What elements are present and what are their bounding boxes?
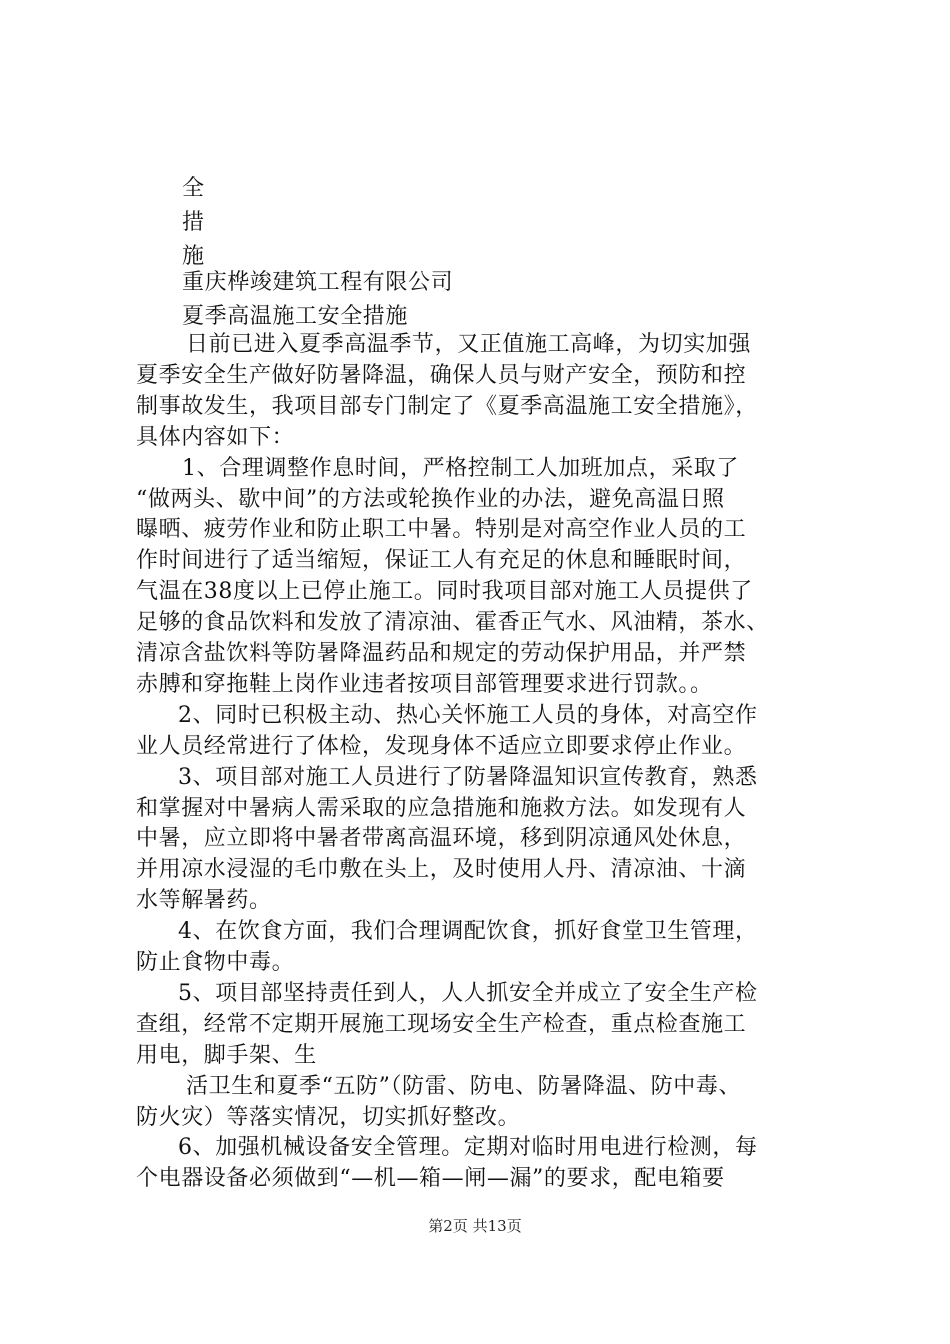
text-line: 措 xyxy=(182,210,205,235)
text-line: 3、项目部对施工人员进行了防暑降温知识宣传教育，熟悉 xyxy=(178,765,758,790)
text-line: 夏季安全生产做好防暑降温，确保人员与财产安全，预防和控 xyxy=(136,363,747,388)
text-line: 6、加强机械设备安全管理。定期对临时用电进行检测，每 xyxy=(178,1135,758,1160)
text-line: 和掌握对中暑病人需采取的应急措施和施救方法。如发现有人 xyxy=(136,796,747,821)
text-line: 赤膊和穿拖鞋上岗作业违者按项目部管理要求进行罚款。。 xyxy=(136,672,713,697)
text-line: 制事故发生，我项目部专门制定了《夏季高温施工安全措施》， xyxy=(136,394,758,419)
text-line: 防止食物中毒。 xyxy=(136,950,295,975)
text-line: 个电器设备必须做到“—机—箱—闸—漏”的要求，配电箱要 xyxy=(136,1166,725,1191)
text-line: 具体内容如下： xyxy=(136,425,295,450)
text-line: 活卫生和夏季“五防”（防雷、防电、防暑降温、防中毒、 xyxy=(186,1074,742,1099)
text-line: 清凉含盐饮料等防暑降温药品和规定的劳动保护用品，并严禁 xyxy=(136,641,747,666)
page-number: 第2页 共13页 xyxy=(428,1217,522,1235)
text-line: 用电，脚手架、生 xyxy=(136,1043,317,1068)
document-title: 夏季高温施工安全措施 xyxy=(182,304,409,329)
text-line: 防火灾）等落实情况，切实抓好整改。 xyxy=(136,1105,521,1130)
text-line: 查组，经常不定期开展施工现场安全生产检查，重点检查施工 xyxy=(136,1012,747,1037)
text-line: 足够的食品饮料和发放了清凉油、霍香正气水、风油精，茶水、 xyxy=(136,610,769,635)
text-line: 并用凉水浸湿的毛巾敷在头上，及时使用人丹、清凉油、十滴 xyxy=(136,857,747,882)
text-line: 水等解暑药。 xyxy=(136,888,272,913)
text-line: 2、同时已积极主动、热心关怀施工人员的身体，对高空作 xyxy=(178,703,758,728)
text-line: 日前已进入夏季高温季节，又正值施工高峰，为切实加强 xyxy=(186,332,752,357)
company-name: 重庆桦竣建筑工程有限公司 xyxy=(182,270,454,295)
text-line: 全 xyxy=(182,176,205,201)
text-line: 5、项目部坚持责任到人，人人抓安全并成立了安全生产检 xyxy=(178,981,758,1006)
text-line: 曝晒、疲劳作业和防止职工中暑。特别是对高空作业人员的工 xyxy=(136,517,747,542)
text-line: 气温在38度以上已停止施工。同时我项目部对施工人员提供了 xyxy=(136,579,753,604)
text-line: 1、合理调整作息时间，严格控制工人加班加点，采取了 xyxy=(182,456,739,481)
text-line: 作时间进行了适当缩短，保证工人有充足的休息和睡眠时间， xyxy=(136,548,747,573)
text-line: 施 xyxy=(182,244,205,269)
text-line: 中暑，应立即将中暑者带离高温环境，移到阴凉通风处休息， xyxy=(136,826,747,851)
text-line: 4、在饮食方面，我们合理调配饮食，抓好食堂卫生管理， xyxy=(178,919,758,944)
text-line: 业人员经常进行了体检，发现身体不适应立即要求停止作业。 xyxy=(136,734,747,759)
text-line: “做两头、歇中间”的方法或轮换作业的办法，避免高温日照 xyxy=(136,487,725,512)
